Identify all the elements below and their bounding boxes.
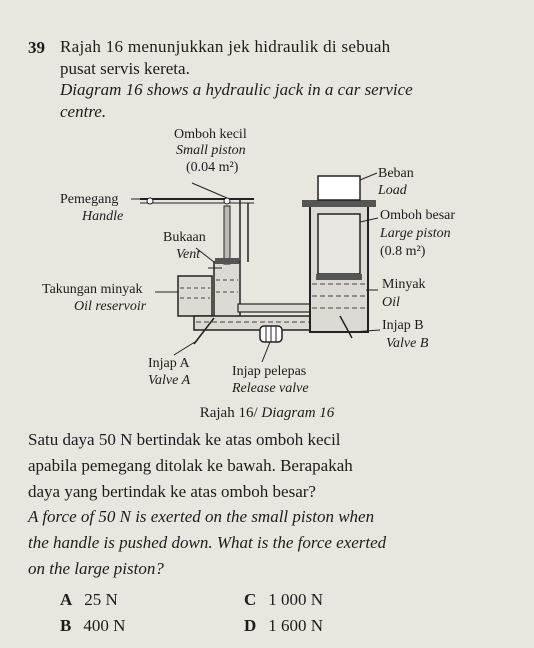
small-cylinder (214, 262, 240, 318)
large-piston-label: Omboh besar (380, 208, 456, 223)
small-piston-rod (224, 206, 230, 264)
load-label: Beban (378, 166, 414, 181)
caption-english: Diagram 16 (261, 405, 335, 421)
option-letter: B (60, 616, 72, 635)
load-box (318, 176, 360, 200)
vent-label: Bukaan (163, 230, 206, 245)
option-text: 1 600 N (268, 616, 324, 635)
small-piston-leader (192, 183, 227, 198)
large-piston-label-english: Large piston (380, 226, 451, 241)
oil-label: Minyak (382, 277, 426, 292)
caption-malay: Rajah 16/ (199, 405, 258, 421)
handle-label: Pemegang (60, 192, 119, 207)
question-number: 39 (28, 38, 45, 57)
option-c[interactable] (244, 590, 323, 610)
large-piston-area: (0.8 m²) (380, 244, 426, 259)
option-letter: D (244, 616, 257, 635)
load-label-english: Load (378, 183, 407, 198)
small-piston-label-english: Small piston (176, 143, 246, 158)
reservoir-label-english: Oil reservoir (74, 299, 147, 314)
load-leader (360, 173, 377, 180)
body-english-line-3: on the large piston? (28, 559, 164, 578)
option-a[interactable] (60, 590, 118, 610)
body-english-line-2: the handle is pushed down. What is the force exerted (28, 533, 387, 552)
diagram-caption (0, 405, 534, 422)
option-d[interactable] (244, 616, 323, 636)
small-piston-label: Omboh kecil (174, 127, 247, 142)
valve-b-label: Injap B (382, 318, 424, 333)
option-letter: C (244, 590, 257, 609)
release-valve-leader (262, 342, 270, 362)
release-valve-label: Injap pelepas (232, 364, 307, 379)
release-valve-label-english: Release valve (232, 381, 309, 396)
large-piston-head (316, 274, 362, 280)
option-text: 25 N (84, 590, 118, 609)
english-intro-line-1: Diagram 16 shows a hydraulic jack in a car service (60, 80, 413, 99)
malay-intro-line-1: Rajah 16 menunjukkan jek hidraulik di sebuah (60, 37, 391, 56)
small-piston-head (215, 258, 239, 264)
handle-pivot (147, 198, 153, 204)
load-plate (302, 200, 376, 207)
vent-label-english: Vent (176, 247, 201, 262)
handle-joint (224, 198, 230, 204)
valve-a-leader (174, 340, 198, 355)
oil-label-english: Oil (382, 295, 400, 310)
english-intro-line-2: centre. (60, 102, 107, 121)
handle-label-english: Handle (82, 209, 124, 224)
body-malay-line-3: daya yang bertindak ke atas omboh besar? (28, 482, 316, 501)
option-letter: A (60, 590, 73, 609)
valve-b-label-english: Valve B (386, 336, 429, 351)
valve-a-label: Injap A (148, 356, 190, 371)
small-piston-area: (0.04 m²) (186, 160, 239, 175)
body-english-line-1: A force of 50 N is exerted on the small piston when (28, 507, 375, 526)
body-malay-line-1: Satu daya 50 N bertindak ke atas omboh kecil (28, 430, 341, 449)
reservoir-label: Takungan minyak (42, 282, 143, 297)
oil-reservoir-tank (178, 276, 212, 316)
body-malay-line-2: apabila pemegang ditolak ke bawah. Berapakah (28, 456, 353, 475)
large-piston (318, 214, 360, 274)
malay-intro-line-2: pusat servis kereta. (60, 59, 190, 78)
option-b[interactable] (60, 616, 125, 636)
option-text: 400 N (83, 616, 126, 635)
option-text: 1 000 N (268, 590, 324, 609)
valve-a-label-english: Valve A (148, 373, 191, 388)
